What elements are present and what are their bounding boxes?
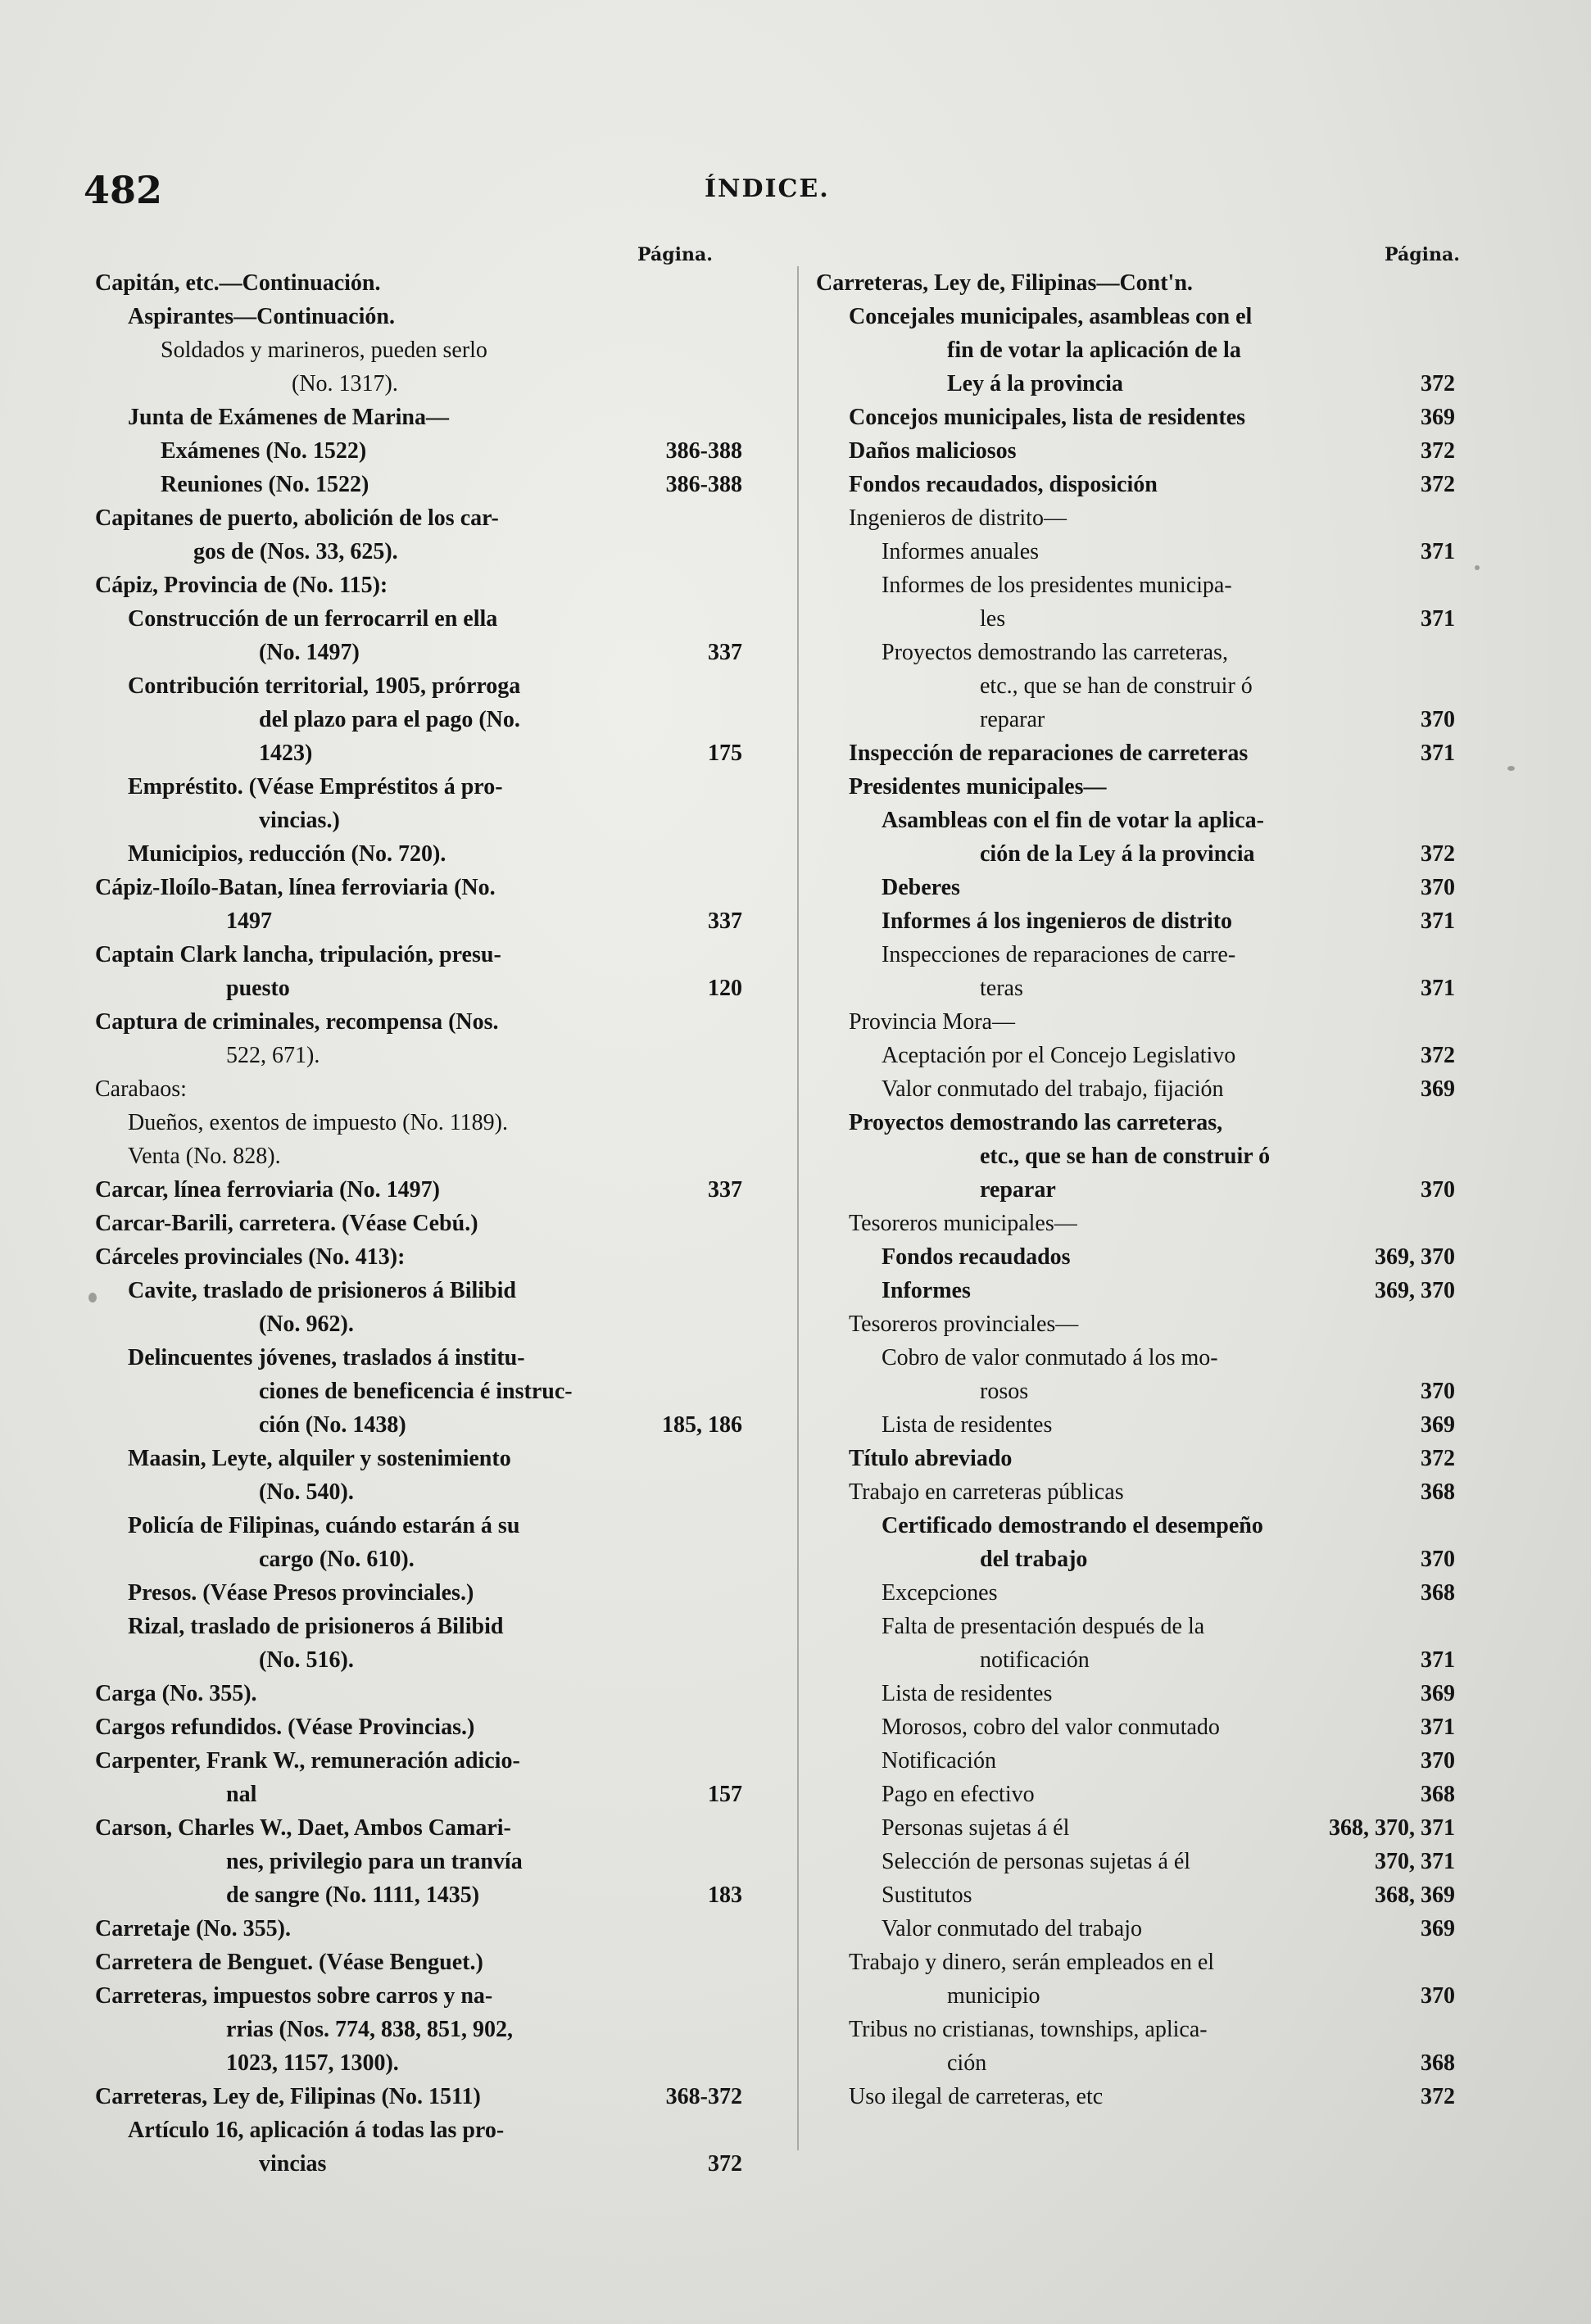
entry-text: Venta (No. 828). <box>128 1144 281 1169</box>
index-entry <box>849 1207 1455 1240</box>
index-entry <box>882 1811 1455 1845</box>
index-entry <box>128 1139 742 1173</box>
index-entry <box>95 569 742 602</box>
index-entry <box>95 2013 742 2046</box>
entry-text: Carreteras, impuestos sobre carros y na- <box>95 1983 493 2009</box>
page-reference: 337 <box>708 908 742 934</box>
entry-text: Reuniones (No. 1522) <box>161 472 369 497</box>
index-entry <box>882 569 1455 602</box>
entry-text: Informes anuales <box>882 539 1040 564</box>
entry-text: Aceptación por el Concejo Legislativo <box>882 1043 1236 1068</box>
index-entry <box>95 1979 742 2013</box>
index-entry <box>128 703 742 736</box>
index-entry <box>128 1509 742 1543</box>
index-entry <box>161 434 742 468</box>
index-entry <box>849 1139 1455 1173</box>
entry-text: Carcar-Barili, carretera. (Véase Cebú.) <box>95 1211 478 1236</box>
entry-text: 1023, 1157, 1300). <box>226 2050 399 2076</box>
entry-text: Notificación <box>882 1748 996 1774</box>
entry-text: Artículo 16, aplicación á todas las pro- <box>128 2118 505 2143</box>
index-entry <box>95 1240 742 1274</box>
entry-text: notificación <box>980 1647 1090 1673</box>
page-reference: 370 <box>1421 1177 1455 1203</box>
entry-text: Concejales municipales, asambleas con el <box>849 304 1253 329</box>
page-reference: 370 <box>1421 1547 1455 1572</box>
entry-text: Contribución territorial, 1905, prórroga <box>128 673 521 699</box>
entry-text: Título abreviado <box>849 1446 1013 1471</box>
page-reference: 372 <box>1421 371 1455 396</box>
entry-text: Exámenes (No. 1522) <box>161 438 367 464</box>
page-reference: 372 <box>708 2151 742 2177</box>
page-reference: 120 <box>708 976 742 1001</box>
page-reference: 175 <box>708 741 742 766</box>
entry-text: teras <box>980 976 1023 1001</box>
page-reference: 370 <box>1421 1379 1455 1404</box>
index-entry <box>128 770 742 804</box>
index-entry <box>128 669 742 703</box>
index-entry <box>882 837 1455 871</box>
entry-text: Carabaos: <box>95 1076 187 1102</box>
index-entry <box>849 736 1455 770</box>
index-entry <box>849 770 1455 804</box>
index-entry <box>849 300 1455 333</box>
page-reference: 371 <box>1421 908 1455 934</box>
index-entry <box>849 367 1455 401</box>
entry-text: fin de votar la aplicación de la <box>947 338 1241 363</box>
entry-text: Aspirantes—Continuación. <box>128 304 395 329</box>
index-entry <box>849 1106 1455 1139</box>
page-reference: 371 <box>1421 606 1455 632</box>
entry-text: Carpenter, Frank W., remuneración adicio- <box>95 1748 520 1774</box>
entry-text: Ley á la provincia <box>947 371 1123 396</box>
index-entry <box>95 1811 742 1845</box>
entry-text: Inspección de reparaciones de carreteras <box>849 741 1249 766</box>
page-reference: 369, 370 <box>1375 1244 1455 1270</box>
page-number: 482 <box>84 168 163 212</box>
running-head: ÍNDICE. <box>705 174 830 203</box>
left-index-column <box>95 266 742 2181</box>
entry-text: Sustitutos <box>882 1882 972 1908</box>
entry-text: Valor conmutado del trabajo, fijación <box>882 1076 1224 1102</box>
page-reference: 372 <box>1421 438 1455 464</box>
page-reference: 368, 370, 371 <box>1329 1815 1455 1841</box>
entry-text: Carcar, línea ferroviaria (No. 1497) <box>95 1177 440 1203</box>
index-entry <box>849 2046 1455 2080</box>
index-entry <box>849 1173 1455 1207</box>
index-entry <box>128 1106 742 1139</box>
index-entry <box>849 434 1455 468</box>
entry-text: Proyectos demostrando las carreteras, <box>849 1110 1223 1135</box>
index-entry <box>882 1375 1455 1408</box>
index-entry <box>128 1274 742 1307</box>
page-reference: 368 <box>1421 1580 1455 1606</box>
index-entry <box>882 1845 1455 1878</box>
index-entry <box>882 1878 1455 1912</box>
index-entry <box>882 938 1455 972</box>
index-entry <box>882 1408 1455 1442</box>
entry-text: Trabajo y dinero, serán empleados en el <box>849 1950 1215 1975</box>
entry-text: municipio <box>947 1983 1040 2009</box>
page-reference: 386-388 <box>665 472 742 497</box>
entry-text: Uso ilegal de carreteras, etc <box>849 2084 1104 2109</box>
entry-text: Capitanes de puerto, abolición de los car- <box>95 505 499 531</box>
index-entry <box>849 1946 1455 1979</box>
entry-text: nal <box>226 1782 257 1807</box>
index-entry <box>128 736 742 770</box>
entry-text: Cavite, traslado de prisioneros á Bilibid <box>128 1278 516 1303</box>
index-entry <box>882 972 1455 1005</box>
index-entry <box>882 703 1455 736</box>
entry-text: Carreteras, Ley de, Filipinas (No. 1511) <box>95 2084 481 2109</box>
page-reference: 371 <box>1421 539 1455 564</box>
ink-speck <box>88 1293 97 1302</box>
entry-text: puesto <box>226 976 290 1001</box>
index-entry <box>882 804 1455 837</box>
page-reference: 372 <box>1421 841 1455 867</box>
entry-text: Proyectos demostrando las carreteras, <box>882 640 1228 665</box>
index-entry <box>161 468 742 501</box>
entry-text: Lista de residentes <box>882 1412 1053 1438</box>
page-reference: 368 <box>1421 1479 1455 1505</box>
page-reference: 369 <box>1421 1076 1455 1102</box>
index-entry <box>128 1408 742 1442</box>
entry-text: Junta de Exámenes de Marina— <box>128 405 449 430</box>
index-entry <box>128 300 742 333</box>
entry-text: Cápiz, Provincia de (No. 115): <box>95 573 388 598</box>
entry-text: rrias (Nos. 774, 838, 851, 902, <box>226 2017 513 2042</box>
index-entry <box>882 669 1455 703</box>
index-entry <box>128 804 742 837</box>
index-entry <box>95 1744 742 1778</box>
index-entry <box>95 972 742 1005</box>
right-column-label: Página. <box>1385 244 1460 265</box>
index-entry <box>882 1543 1455 1576</box>
entry-text: cargo (No. 610). <box>259 1547 415 1572</box>
entry-text: Fondos recaudados <box>882 1244 1071 1270</box>
page-reference: 369, 370 <box>1375 1278 1455 1303</box>
entry-text: 522, 671). <box>226 1043 320 1068</box>
index-entry <box>849 501 1455 535</box>
entry-text: Cobro de valor conmutado á los mo- <box>882 1345 1218 1370</box>
entry-text: les <box>980 606 1006 632</box>
index-entry <box>95 1912 742 1946</box>
entry-text: Informes <box>882 1278 971 1303</box>
index-entry <box>95 1710 742 1744</box>
entry-text: (No. 962). <box>259 1311 354 1337</box>
entry-text: (No. 516). <box>259 1647 354 1673</box>
page-reference: 372 <box>1421 472 1455 497</box>
entry-text: Policía de Filipinas, cuándo estarán á su <box>128 1513 520 1538</box>
index-entry <box>95 501 742 535</box>
entry-text: ción <box>947 2050 987 2076</box>
entry-text: Carretera de Benguet. (Véase Benguet.) <box>95 1950 483 1975</box>
entry-text: Captura de criminales, recompensa (Nos. <box>95 1009 499 1035</box>
index-entry <box>882 904 1455 938</box>
entry-text: Inspecciones de reparaciones de carre- <box>882 942 1236 967</box>
entry-text: reparar <box>980 1177 1056 1203</box>
index-entry <box>882 871 1455 904</box>
index-entry <box>95 1072 742 1106</box>
index-entry <box>95 1173 742 1207</box>
left-column-label: Página. <box>637 244 713 265</box>
index-entry <box>882 1912 1455 1946</box>
page-reference: 372 <box>1421 1446 1455 1471</box>
page-reference: 370, 371 <box>1375 1849 1455 1874</box>
entry-text: Rizal, traslado de prisioneros á Bilibid <box>128 1614 504 1639</box>
entry-text: Trabajo en carreteras públicas <box>849 1479 1124 1505</box>
index-entry <box>849 1979 1455 2013</box>
index-entry <box>95 1878 742 1912</box>
entry-text: Personas sujetas á él <box>882 1815 1070 1841</box>
index-entry <box>882 1341 1455 1375</box>
index-entry <box>95 871 742 904</box>
page-reference: 372 <box>1421 1043 1455 1068</box>
entry-text: Lista de residentes <box>882 1681 1053 1706</box>
entry-text: Fondos recaudados, disposición <box>849 472 1158 497</box>
entry-text: Carretaje (No. 355). <box>95 1916 291 1941</box>
entry-text: Falta de presentación después de la <box>882 1614 1205 1639</box>
index-entry <box>128 1442 742 1475</box>
entry-text: nes, privilegio para un tranvía <box>226 1849 523 1874</box>
index-entry <box>95 1946 742 1979</box>
index-entry <box>882 602 1455 636</box>
entry-text: Presos. (Véase Presos provinciales.) <box>128 1580 474 1606</box>
entry-text: ciones de beneficencia é instruc- <box>259 1379 573 1404</box>
index-entry <box>882 1274 1455 1307</box>
index-entry <box>849 401 1455 434</box>
entry-text: (No. 540). <box>259 1479 354 1505</box>
entry-text: Cápiz-Iloílo-Batan, línea ferroviaria (No. <box>95 875 496 900</box>
index-entry <box>849 1475 1455 1509</box>
index-entry <box>95 938 742 972</box>
entry-text: Construcción de un ferrocarril en ella <box>128 606 498 632</box>
right-index-column <box>816 266 1455 2113</box>
page-reference: 369 <box>1421 1412 1455 1438</box>
entry-text: Informes de los presidentes municipa- <box>882 573 1232 598</box>
entry-text: de sangre (No. 1111, 1435) <box>226 1882 480 1908</box>
index-entry <box>161 333 742 367</box>
page-reference: 371 <box>1421 1715 1455 1740</box>
entry-text: Provincia Mora— <box>849 1009 1015 1035</box>
entry-text: (No. 1317). <box>292 371 398 396</box>
page-reference: 370 <box>1421 1983 1455 2009</box>
entry-text: Pago en efectivo <box>882 1782 1035 1807</box>
entry-text: Delincuentes jóvenes, traslados á institu- <box>128 1345 525 1370</box>
index-entry <box>882 1072 1455 1106</box>
index-entry <box>882 1509 1455 1543</box>
index-entry <box>128 401 742 434</box>
entry-text: Tesoreros provinciales— <box>849 1311 1079 1337</box>
entry-text: ción (No. 1438) <box>259 1412 406 1438</box>
entry-text: del plazo para el pago (No. <box>259 707 520 732</box>
page-reference: 368 <box>1421 1782 1455 1807</box>
index-entry <box>95 1039 742 1072</box>
index-entry <box>849 2013 1455 2046</box>
index-entry <box>882 1576 1455 1610</box>
index-entry <box>882 1744 1455 1778</box>
index-entry <box>128 1643 742 1677</box>
entry-text: Tribus no cristianas, townships, aplica- <box>849 2017 1208 2042</box>
entry-text: etc., que se han de construir ó <box>980 673 1253 699</box>
index-entry <box>161 367 742 401</box>
page-reference: 369 <box>1421 405 1455 430</box>
index-entry <box>882 636 1455 669</box>
index-entry <box>128 1341 742 1375</box>
index-entry <box>882 1610 1455 1643</box>
entry-text: Certificado demostrando el desempeño <box>882 1513 1263 1538</box>
entry-text: Ingenieros de distrito— <box>849 505 1067 531</box>
page-reference: 372 <box>1421 2084 1455 2109</box>
entry-text: Daños maliciosos <box>849 438 1017 464</box>
entry-text: Asambleas con el fin de votar la aplica- <box>882 808 1264 833</box>
entry-text: Presidentes municipales— <box>849 774 1107 800</box>
index-entry <box>95 1677 742 1710</box>
entry-text: Morosos, cobro del valor conmutado <box>882 1715 1220 1740</box>
index-entry <box>882 535 1455 569</box>
entry-text: Informes á los ingenieros de distrito <box>882 908 1233 934</box>
index-entry <box>95 1845 742 1878</box>
index-entry <box>849 1005 1455 1039</box>
page-reference: 157 <box>708 1782 742 1807</box>
page-reference: 370 <box>1421 707 1455 732</box>
index-entry <box>95 2046 742 2080</box>
index-entry <box>882 1778 1455 1811</box>
entry-text: Cargos refundidos. (Véase Provincias.) <box>95 1715 475 1740</box>
index-entry <box>128 837 742 871</box>
entry-text: Valor conmutado del trabajo <box>882 1916 1143 1941</box>
entry-text: Deberes <box>882 875 960 900</box>
entry-text: etc., que se han de construir ó <box>980 1144 1271 1169</box>
index-entry <box>882 1039 1455 1072</box>
entry-text: gos de (Nos. 33, 625). <box>193 539 398 564</box>
index-entry <box>95 1005 742 1039</box>
entry-text: Dueños, exentos de impuesto (No. 1189). <box>128 1110 508 1135</box>
page-reference: 337 <box>708 640 742 665</box>
page-reference: 369 <box>1421 1681 1455 1706</box>
ink-speck <box>1475 565 1480 570</box>
index-entry <box>849 468 1455 501</box>
index-entry <box>128 1610 742 1643</box>
page-reference: 371 <box>1421 1647 1455 1673</box>
index-entry <box>128 1576 742 1610</box>
entry-text: Capitán, etc.—Continuación. <box>95 270 381 296</box>
entry-text: Tesoreros municipales— <box>849 1211 1077 1236</box>
index-entry <box>128 2147 742 2181</box>
index-entry <box>95 2080 742 2113</box>
index-entry <box>882 1240 1455 1274</box>
page-reference: 183 <box>708 1882 742 1908</box>
entry-text: Carreteras, Ley de, Filipinas—Cont'n. <box>816 270 1193 296</box>
index-entry <box>882 1677 1455 1710</box>
index-entry <box>128 1375 742 1408</box>
entry-text: Excepciones <box>882 1580 998 1606</box>
page-reference: 337 <box>708 1177 742 1203</box>
entry-text: Selección de personas sujetas á él <box>882 1849 1191 1874</box>
index-entry <box>849 1307 1455 1341</box>
index-entry <box>95 904 742 938</box>
entry-text: Maasin, Leyte, alquiler y sostenimiento <box>128 1446 511 1471</box>
index-entry <box>128 1543 742 1576</box>
index-entry <box>95 1778 742 1811</box>
page-reference: 368 <box>1421 2050 1455 2076</box>
page-reference: 371 <box>1421 976 1455 1001</box>
entry-text: Captain Clark lancha, tripulación, presu- <box>95 942 501 967</box>
index-entry <box>849 1442 1455 1475</box>
index-entry <box>849 333 1455 367</box>
entry-text: Concejos municipales, lista de residentes <box>849 405 1246 430</box>
entry-text: vincias.) <box>259 808 340 833</box>
entry-text: reparar <box>980 707 1045 732</box>
ink-speck <box>1507 766 1515 771</box>
entry-text: 1497 <box>226 908 272 934</box>
entry-text: Carga (No. 355). <box>95 1681 257 1706</box>
page-reference: 370 <box>1421 1748 1455 1774</box>
index-entry <box>128 1475 742 1509</box>
entry-text: rosos <box>980 1379 1029 1404</box>
index-entry <box>882 1710 1455 1744</box>
entry-text: Municipios, reducción (No. 720). <box>128 841 446 867</box>
page-reference: 368, 369 <box>1375 1882 1455 1908</box>
entry-text: Carson, Charles W., Daet, Ambos Camari- <box>95 1815 511 1841</box>
index-entry <box>882 1643 1455 1677</box>
index-entry <box>128 602 742 636</box>
entry-text: ción de la Ley á la provincia <box>980 841 1255 867</box>
page-reference: 386-388 <box>665 438 742 464</box>
entry-text: 1423) <box>259 741 313 766</box>
index-entry <box>128 1307 742 1341</box>
index-entry <box>816 266 1455 300</box>
page-reference: 368-372 <box>665 2084 742 2109</box>
page-reference: 369 <box>1421 1916 1455 1941</box>
entry-text: Cárceles provinciales (No. 413): <box>95 1244 406 1270</box>
index-entry <box>95 1207 742 1240</box>
entry-text: Empréstito. (Véase Empréstitos á pro- <box>128 774 503 800</box>
entry-text: del trabajo <box>980 1547 1088 1572</box>
page-reference: 185, 186 <box>662 1412 742 1438</box>
column-divider <box>797 266 799 2150</box>
entry-text: Soldados y marineros, pueden serlo <box>161 338 487 363</box>
page-reference: 371 <box>1421 741 1455 766</box>
index-entry <box>95 266 742 300</box>
entry-text: vincias <box>259 2151 327 2177</box>
page-reference: 370 <box>1421 875 1455 900</box>
index-entry <box>128 2113 742 2147</box>
index-entry <box>95 535 742 569</box>
entry-text: (No. 1497) <box>259 640 360 665</box>
index-entry <box>128 636 742 669</box>
index-entry <box>849 2080 1455 2113</box>
